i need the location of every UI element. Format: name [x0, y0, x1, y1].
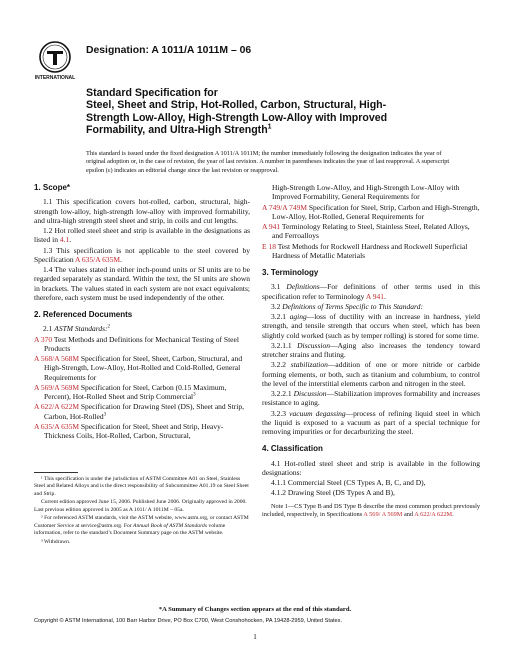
section-heading-scope: 1. Scope* — [34, 183, 71, 192]
link-4-1[interactable]: 4.1 — [59, 235, 70, 245]
section-heading-referenced-documents: 2. Referenced Documents — [34, 310, 133, 319]
copyright: Copyright © ASTM International, 100 Barr Harbor Drive, PO Box C700, West Conshohocken, PA 19428-2959, United States. — [34, 618, 342, 624]
reference-link[interactable]: A 622/A 622M — [34, 402, 80, 412]
paragraph-3-2-1: 3.2.1 aging—loss of ductility with an increase in hardness, yield strength, and tensile strength that occurs when steel, which has been slightly cold worked (such as by temper rolling) is stored for some time. — [262, 312, 481, 340]
paragraph-3-2-3: 3.2.3 vacuum degassing—process of refining liquid steel in which the liquid is exposed to a vacuum as part of a special technique for removing impurities or for decarburizing the steel. — [262, 408, 481, 436]
footnote-3: ³ Withdrawn. — [41, 538, 71, 545]
issue-note: This standard is issued under the fixed designation A 1011/A 1011M; the number immediately following the designation indicates the year of original adoption or, in the case of revision, the year of last revision. A number in parentheses indicates the year of last reapproval. A superscript epsilon (ε) indicates an editorial change since the last revision or reapproval. — [86, 150, 450, 174]
title-line: Steel, Sheet and Strip, Hot-Rolled, Carbon, Structural, High- — [86, 99, 387, 112]
paragraph-4-1-1: 4.1.1 Commercial Steel (CS Types A, B, C, and D), — [271, 478, 426, 487]
title-block — [86, 87, 466, 137]
paragraph-3-2-1-1: 3.2.1.1 Discussion—Aging also increases the tendency toward stretcher strains and fluting. — [262, 340, 481, 359]
paragraph-3-1: 3.1 Definitions—For definitions of other terms used in this specification refer to Terminology A 941. — [262, 282, 480, 301]
reference-link[interactable]: A 749/A 749M — [262, 202, 308, 212]
right-column — [262, 183, 480, 519]
paragraph-4-1-2: 4.1.2 Drawing Steel (DS Types A and B), — [271, 488, 395, 498]
paragraph-4-1: 4.1 Hot-rolled steel sheet and strip is available in the following designations: — [262, 458, 480, 477]
reference-item: A 635/A 635M Specification for Steel, Sheet and Strip, Heavy-Thickness Coils, Hot-Rolled, Carbon, Structural, — [34, 421, 224, 440]
paragraph-1-4: 1.4 The values stated in either inch-pound units or SI units are to be regarded separately as standard. Within the text, the SI units are shown in brackets. The values stated in each system are not exact equivalents; therefore, each system must be used independently of the other. — [34, 265, 250, 302]
logo-text: INTERNATIONAL — [34, 75, 76, 81]
paragraph-3-2: 3.2 Definitions of Terms Specific to This Standard: — [271, 301, 423, 311]
reference-link[interactable]: A 941 — [262, 222, 281, 231]
footnote-1-edition: Current edition approved June 15, 2006. Published June 2006. Originally approved in 2000. Last previous edition approved in 2005 as A 1011/ A 1011M – 05a. — [34, 499, 247, 513]
reference-link[interactable]: E 18 — [262, 241, 276, 251]
astm-logo — [34, 39, 76, 81]
paragraph-2-1: 2.1 ASTM Standards:$^2$ — [43, 324, 111, 334]
link-a941[interactable]: A 941 — [365, 291, 385, 301]
title-line: Formability, and Ultra-High Strength$^1$ — [86, 123, 272, 137]
footnotes — [34, 476, 250, 548]
reference-item: A 622/A 622M Specification for Drawing Steel (DS), Sheet and Strip, Carbon, Hot-Rolled$^3$ — [34, 402, 244, 421]
reference-link[interactable]: A 568/A 568M — [34, 354, 80, 363]
summary-of-changes-note: *A Summary of Changes section appears at the end of this standard. — [158, 606, 352, 613]
link-a635[interactable]: A 635/A 635M — [75, 254, 121, 264]
footnote-rule — [34, 472, 78, 473]
reference-item: E 18 Test Methods for Rockwell Hardness and Rockwell Superficial Hardness of Metallic Materials — [262, 241, 468, 260]
note-1: Note 1—CS Type B and DS Type B describe the most common product previously included, respectively, in Specifications A 569/ A 569M and A 622/A 622M. — [262, 502, 480, 518]
link-a569[interactable]: A 569/ A 569M — [363, 510, 403, 518]
paragraph-1-3: 1.3 This specification is not applicable to the steel covered by Specification A 635/A 635M. — [34, 245, 250, 264]
reference-continuation: High-Strength Low-Alloy, and High-Strength Low-Alloy with Improved Formability, General Requirements for — [272, 183, 460, 202]
reference-link[interactable]: A 635/A 635M — [34, 421, 80, 431]
section-heading-terminology: 3. Terminology — [262, 268, 319, 277]
reference-item: A 569/A 569M Specification for Steel, Carbon (0.15 Maximum, Percent), Hot-Rolled Sheet and Strip Commercial$^3$ — [34, 382, 227, 401]
link-a622[interactable]: A 622/A 622M — [414, 510, 453, 518]
section-heading-classification: 4. Classification — [262, 444, 323, 454]
footnote-2: ² For referenced ASTM standards, visit the ASTM website, www.astm.org, or contact ASTM Customer Service at service@astm.org. For Annual Book of ASTM Standards volume information, refer to the standard’s Document Summary page on the ASTM website. — [34, 515, 249, 537]
title-line: Strength Low-Alloy, High-Strength Low-Alloy with Improved — [86, 111, 388, 124]
footnote-1: ¹ This specification is under the jurisdiction of ASTM Committee A01 on Steel, Stainless Steel and Related Alloys and is the direct responsibility of Subcommittee A01.19 on Steel Sheet and Strip. — [34, 476, 249, 497]
reference-item: A 941 Terminology Relating to Steel, Stainless Steel, Related Alloys, and Ferroalloys — [262, 222, 470, 241]
page-number: 1 — [253, 632, 257, 641]
reference-item: A 749/A 749M Specification for Steel, Strip, Carbon and High-Strength, Low-Alloy, Hot-Rolled, General Requirements for — [262, 202, 480, 221]
reference-item: A 568/A 568M Specification for Steel, Sheet, Carbon, Structural, and High-Strength, Low-Alloy, Hot-Rolled and Cold-Rolled, General Requirements for — [34, 354, 243, 382]
left-column — [34, 183, 250, 441]
title-line: Standard Specification for — [86, 87, 218, 99]
title-footnote-mark: 1 — [267, 123, 272, 131]
paragraph-3-2-2-1: 3.2.2.1 Discussion—Stabilization improves formability and increases resistance to aging. — [262, 389, 480, 408]
reference-item: A 370 Test Methods and Definitions for Mechanical Testing of Steel Products — [34, 334, 239, 353]
reference-link[interactable]: A 569/A 569M — [34, 382, 80, 392]
designation: Designation: A 1011/A 1011M – 06 — [86, 45, 252, 56]
paragraph-1-1: 1.1 This specification covers hot-rolled, carbon, structural, high-strength low-alloy, high-strength low-alloy with improved formability, and ultra-high strength steel sheet and strip, in coils and cut lengths. — [34, 197, 250, 225]
reference-link[interactable]: A 370 — [34, 334, 53, 344]
paragraph-3-2-2: 3.2.2 stabilization—addition of one or more nitride or carbide forming elements, or both, such as titanium and columbium, to control the level of the interstitial elements carbon and nitrogen in the steel. — [262, 360, 480, 388]
paragraph-1-2: 1.2 Hot rolled steel sheet and strip is available in the designations as listed in 4.1. — [34, 226, 250, 245]
